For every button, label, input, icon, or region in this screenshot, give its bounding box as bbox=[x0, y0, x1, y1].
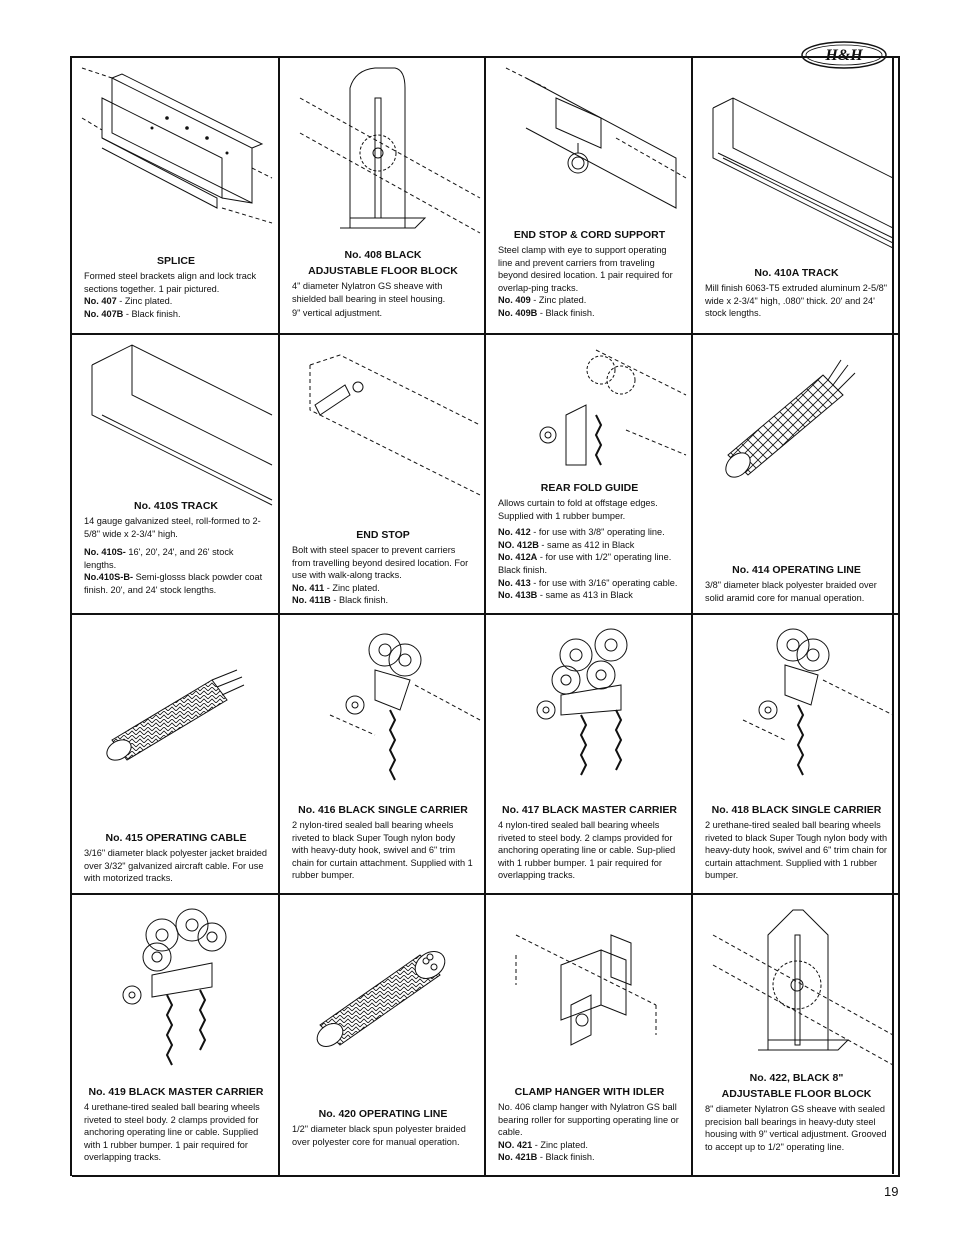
product-code-text: Semi-glosss black powder coat finish. 20', and 24' stock lengths. bbox=[84, 572, 263, 595]
product-title: No. 414 OPERATING LINE bbox=[732, 564, 861, 576]
product-code: No. 421B bbox=[498, 1152, 538, 1163]
product-title: ADJUSTABLE FLOOR BLOCK bbox=[308, 265, 458, 277]
product-text bbox=[705, 266, 888, 320]
product-text bbox=[292, 803, 474, 882]
product-title: No. 416 BLACK SINGLE CARRIER bbox=[298, 804, 468, 816]
floor-block-illustration bbox=[280, 58, 484, 243]
product-desc: 4" diameter Nylatron GS sheave with shielded ball bearing in steel housing. bbox=[292, 281, 446, 304]
product-code-text: - Black finish. bbox=[123, 308, 181, 319]
product-cell-421 bbox=[486, 895, 693, 1177]
product-code-text: - for use with 3/16" operating cable. bbox=[530, 577, 678, 588]
product-title: No. 418 BLACK SINGLE CARRIER bbox=[711, 804, 882, 816]
product-desc: 8" diameter Nylatron GS sheave with sealed precision ball bearings in heavy-duty steel housing with 9" vertical adjustment. Grooved to accept up to 1/2" operating line. bbox=[705, 1104, 887, 1152]
product-code: No. 409 bbox=[498, 295, 531, 306]
product-title: No. 410A TRACK bbox=[754, 267, 839, 279]
svg-text:H&H: H&H bbox=[825, 47, 863, 64]
product-code-text: - for use with 1/2" operating line. Black finish. bbox=[498, 552, 672, 575]
page-number: 19 bbox=[884, 1184, 899, 1199]
product-title: SPLICE bbox=[157, 255, 195, 267]
end-stop-cord-support-illustration bbox=[486, 58, 691, 223]
product-code: No. 412A bbox=[498, 552, 538, 563]
product-title: No. 422, BLACK 8" bbox=[749, 1072, 844, 1084]
product-title: No. 417 BLACK MASTER CARRIER bbox=[501, 804, 677, 816]
product-code-text: - Black finish. bbox=[537, 307, 595, 318]
product-text bbox=[84, 1085, 268, 1164]
product-desc: 9" vertical adjustment. bbox=[292, 308, 383, 319]
product-cell-422 bbox=[693, 895, 900, 1177]
splice-illustration bbox=[72, 58, 278, 238]
product-desc: Bolt with steel spacer to prevent carriers from travelling beyond desired location. For use with walk-along tracks. bbox=[292, 545, 469, 581]
product-code-text: - Zinc plated. bbox=[530, 295, 587, 306]
product-text bbox=[498, 228, 681, 320]
product-code-text: - for use with 3/8" operating line. bbox=[530, 527, 665, 538]
product-grid bbox=[70, 56, 900, 1176]
product-cell-412 bbox=[486, 335, 693, 615]
product-code-text: - same as 412 in Black bbox=[538, 539, 635, 550]
product-text bbox=[292, 528, 474, 607]
product-desc: Formed steel brackets align and lock track sections together. 1 pair pictured. bbox=[84, 271, 257, 294]
product-cell-419 bbox=[72, 895, 280, 1177]
product-text bbox=[705, 563, 888, 604]
product-cell-410a bbox=[693, 58, 900, 335]
product-cell-417 bbox=[486, 615, 693, 895]
product-code-text: - Black finish. bbox=[537, 1152, 595, 1163]
product-cell-411 bbox=[280, 335, 486, 615]
product-text bbox=[498, 481, 681, 602]
product-code: No. 407 bbox=[84, 296, 117, 307]
product-code: No. 413 bbox=[498, 577, 531, 588]
product-text bbox=[84, 831, 268, 885]
product-title: END STOP bbox=[356, 529, 410, 541]
product-code-text: 16', 20', 24', and 26' stock lengths. bbox=[84, 547, 234, 570]
product-cell-409 bbox=[486, 58, 693, 335]
product-title: ADJUSTABLE FLOOR BLOCK bbox=[721, 1088, 872, 1100]
product-text bbox=[84, 499, 268, 597]
single-carrier-illustration bbox=[693, 615, 898, 800]
aluminum-track-illustration bbox=[693, 58, 898, 253]
product-cell-408 bbox=[280, 58, 486, 335]
product-code: No. 411 bbox=[292, 582, 325, 593]
rear-fold-guide-illustration bbox=[486, 335, 691, 480]
product-code: No. 413B bbox=[498, 590, 538, 601]
product-code-text: - Zinc plated. bbox=[532, 1139, 588, 1150]
product-desc: Steel clamp with eye to support operating line and prevent carriers from traveling beyond desired location. 1 pair required for overlap-ping tracks. bbox=[498, 245, 673, 293]
product-title: No. 410S TRACK bbox=[133, 500, 218, 512]
product-text bbox=[498, 803, 681, 882]
product-cell-416 bbox=[280, 615, 486, 895]
clamp-hanger-illustration bbox=[486, 895, 691, 1060]
product-code-text: - Black finish. bbox=[330, 595, 388, 606]
product-desc: 3/16" diameter black polyester jacket braided over 3/32" galvanized aircraft cable. For use with motorized tracks. bbox=[84, 848, 268, 884]
product-code: No. 407B bbox=[84, 308, 124, 319]
master-carrier-illustration bbox=[486, 615, 691, 800]
product-code: No. 411B bbox=[292, 595, 331, 606]
product-code-text: - Zinc plated. bbox=[324, 582, 380, 593]
product-code: NO. 412B bbox=[498, 539, 539, 550]
product-title: CLAMP HANGER WITH IDLER bbox=[514, 1086, 665, 1098]
product-title: END STOP & CORD SUPPORT bbox=[513, 229, 666, 241]
product-desc: 14 gauge galvanized steel, roll-formed to 2-5/8" wide x 2-3/4" high. bbox=[84, 516, 261, 539]
product-code-text: - Zinc plated. bbox=[116, 296, 173, 307]
master-carrier-illustration bbox=[72, 895, 278, 1080]
product-code: NO. 421 bbox=[498, 1139, 533, 1150]
floor-block-illustration bbox=[693, 895, 898, 1070]
product-cell-415 bbox=[72, 615, 280, 895]
product-code-text: - same as 413 in Black bbox=[537, 590, 633, 601]
product-title: No. 420 OPERATING LINE bbox=[318, 1108, 448, 1120]
product-title: No. 408 BLACK bbox=[344, 249, 422, 261]
product-desc: 2 nylon-tired sealed ball bearing wheels riveted to black Super Tough nylon body with heavy-duty hook, swivel and 6" trim chain for curtain attachment. Supplied with 1 rubber bumper. bbox=[292, 820, 473, 881]
operating-line-illustration bbox=[693, 335, 898, 510]
product-text bbox=[292, 1107, 474, 1148]
operating-cable-illustration bbox=[72, 615, 278, 775]
product-text bbox=[498, 1085, 681, 1164]
product-title: No. 419 BLACK MASTER CARRIER bbox=[88, 1086, 264, 1098]
product-desc: 2 urethane-tired sealed ball bearing wheels riveted to black Super Tough nylon body with heavy-duty hook, swivel and 6" trim chain for curtain attachment. Supplied with 1 rubber bumper. bbox=[705, 820, 888, 881]
product-cell-414 bbox=[693, 335, 900, 615]
product-desc: 4 nylon-tired sealed ball bearing wheels riveted to steel body. 2 clamps provided for anchoring operating line or cable. Sup-plied with 1 rubber bumper. 1 pair required for overlapping tracks. bbox=[498, 820, 676, 881]
end-stop-illustration bbox=[280, 335, 484, 515]
product-text bbox=[292, 248, 474, 320]
product-text bbox=[705, 803, 888, 882]
single-carrier-illustration bbox=[280, 615, 484, 800]
product-code: No. 409B bbox=[498, 307, 538, 318]
product-text bbox=[84, 254, 268, 320]
product-desc: Mill finish 6063-T5 extruded aluminum 2-5/8" wide x 2-3/4" high, .080" thick. 20' and 24' stock lengths. bbox=[705, 283, 887, 319]
product-title: No. 415 OPERATING CABLE bbox=[105, 832, 247, 844]
operating-line-illustration bbox=[280, 895, 484, 1055]
product-code: No. 410S- bbox=[84, 547, 126, 558]
product-desc: 3/8" diameter black polyester braided over solid aramid core for manual operation. bbox=[705, 580, 877, 603]
product-desc: 1/2" diameter black spun polyester braided over polyester core for manual operation. bbox=[292, 1124, 466, 1147]
product-text bbox=[705, 1071, 888, 1153]
product-code: No.410S-B- bbox=[84, 572, 134, 583]
product-cell-420 bbox=[280, 895, 486, 1177]
product-desc: Allows curtain to fold at offstage edges. Supplied with 1 rubber bumper. bbox=[498, 498, 658, 521]
product-title: REAR FOLD GUIDE bbox=[540, 482, 639, 494]
product-cell-splice bbox=[72, 58, 280, 335]
steel-track-illustration bbox=[72, 335, 278, 510]
product-desc: 4 urethane-tired sealed ball bearing wheels riveted to steel body. 2 clamps provided for anchoring operating line or cable. Supplied with 1 rubber bumper. 1 pair required for overlapping tracks. bbox=[84, 1102, 260, 1163]
product-cell-418 bbox=[693, 615, 900, 895]
product-code: No. 412 bbox=[498, 527, 531, 538]
product-cell-410s bbox=[72, 335, 280, 615]
product-desc: No. 406 clamp hanger with Nylatron GS ball bearing roller for supporting operating line or cable. bbox=[498, 1102, 679, 1138]
